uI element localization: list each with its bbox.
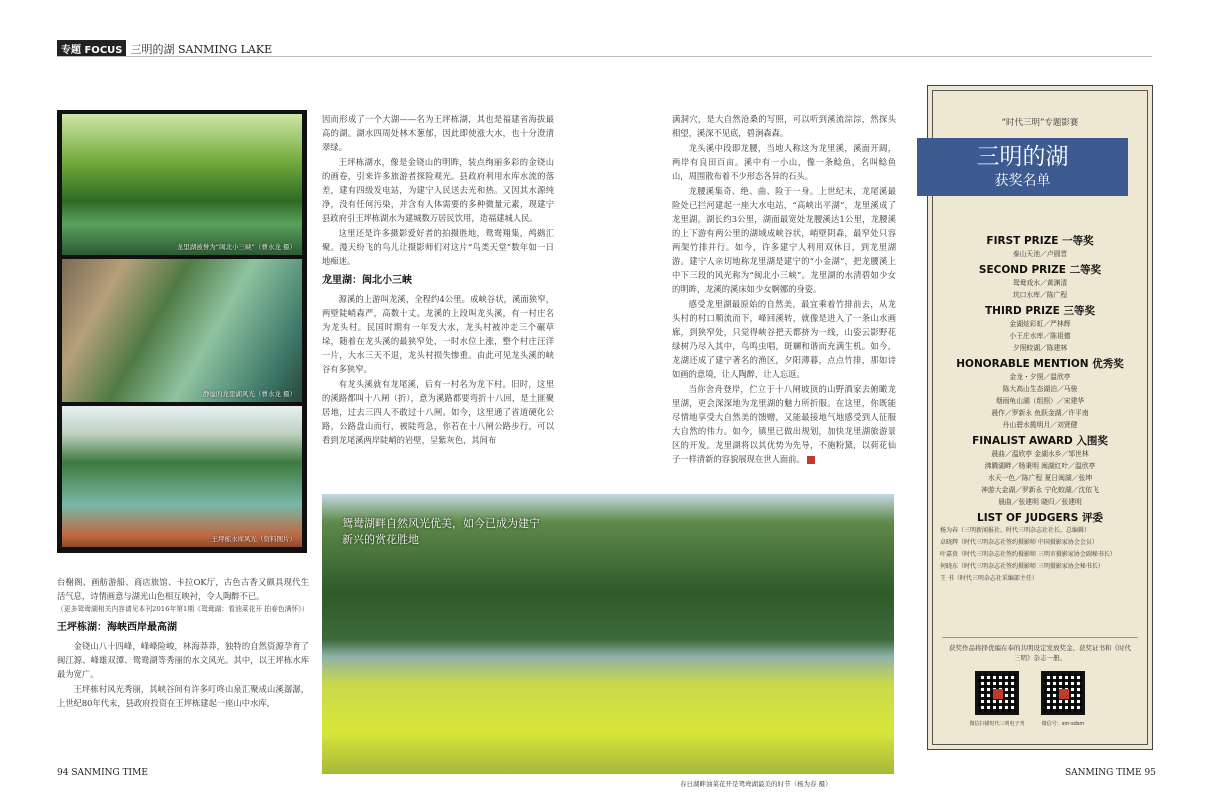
judge-entry: 何晓东（时代三明杂志社签约摄影师 三明摄影家协会秘书长）	[940, 563, 1104, 570]
award-winner: 泰山天池／卢圆晋	[1012, 250, 1068, 258]
qr-code-icon	[975, 671, 1019, 715]
qr-caption: 微信扫描时代三明电子刊	[969, 721, 1025, 727]
panel-divider	[942, 637, 1138, 638]
qr-code-icon	[1041, 671, 1085, 715]
photo-caption: 王坪栋水库风光（资料图片）	[211, 535, 296, 543]
award-category: THIRD PRIZE 三等奖	[985, 305, 1095, 317]
photo-overlay-text: 鸳鸯湖畔自然风光优美，如今已成为建宁新兴的赏花胜地	[342, 517, 540, 546]
prize-note: 获奖作品将择优编在奉的共明设定发放奖金、获奖证书和《时代三明》杂志一册。	[949, 644, 1131, 662]
award-winner: 晨作／罗新永 鱼跃金湖／许平南	[991, 409, 1089, 417]
award-banner	[917, 138, 1128, 196]
award-category: FINALIST AWARD 入围奖	[972, 435, 1108, 447]
article-column-c	[57, 575, 309, 711]
award-winner: 鸳鸯戏水／黄渊清	[1012, 279, 1068, 287]
header-divider	[57, 56, 1152, 57]
photo-yuanyang-lake	[322, 494, 894, 774]
paragraph: 金铙山八十四峰，峰峰险峻，林海莽莽，独特的自然资源孕育了闽江源、峰雄双潭、鸳鸯湖等秀丽的水文风光。其中，以王坪栋水库最为宽广。	[57, 641, 309, 679]
award-panel	[927, 85, 1153, 750]
award-winner: 金龙・夕照／温欣亭	[1009, 373, 1071, 381]
award-winner: 夕照蛟湖／陈建林	[1012, 344, 1068, 352]
photo-longli-lake	[62, 114, 302, 255]
photo-wangpingdong-reservoir	[62, 406, 302, 547]
award-winner: 坑口水库／陈广程	[1012, 291, 1068, 299]
award-category: SECOND PRIZE 二等奖	[978, 264, 1102, 276]
award-list	[932, 231, 1148, 585]
award-winner: 沸腾湖畔／杨秉明 闽湖红叶／温欣亭	[984, 462, 1096, 470]
judge-entry: 叶嘉贵（时代三明杂志社签约摄影师 三明市摄影家协会副秘书长）	[940, 551, 1116, 558]
page-number-left: 94 SANMING TIME	[57, 768, 148, 778]
photo-caption: 静谧的龙里湖风光（曹水龙 摄）	[202, 390, 296, 398]
paragraph: 源溪的上游叫龙溪，全程约4公里。成峡谷状，溪面狭窄，两壁陡峭森严，高数十丈。龙溪的上段叫龙头溪，有一村庄名为龙头村。民国时期有一年发大水，龙头村被冲走三个碾草垛，随着在龙头溪的最狭窄处，一时水位上涨，整个村庄汪洋一片，大水三天不退，龙头村损失惨重。由此可见龙头溪的峡谷有多狭窄。	[322, 294, 554, 374]
award-winner: 晨曲／温欣亭 金湖水乡／邹世林	[991, 450, 1089, 458]
end-mark-icon	[807, 456, 815, 464]
award-winner: 烟雨龟山湖（组照）／宋建华	[995, 397, 1085, 405]
award-winner: 神游大金湖／罗新永 宁化蛟湖／沈依飞	[981, 486, 1099, 494]
section-title: 三明的湖 SANMING LAKE	[130, 42, 273, 56]
paragraph: 龙腰溪集奇、绝、曲、险于一身。上世纪末，龙尾溪最险处已拦河建起一座大水电站，“高峡出平湖”，龙里溪成了龙里湖。湖长约3公里，湖面最宽处龙腰溪达1公里，龙腰溪的上下游有两公里的湖域成峡谷状，峭壁阴森，最窄处只容两架竹排并行。如今，许多建宁人利用双休日，到龙里湖游。建宁人亲切地称龙里湖是建宁的“小金湖”，把龙腰溪上中下三段的风光称为“闽北小三峡”。龙里湖的水清碧如少女的明眸，龙溪的溪床如少女婀娜的身姿。	[672, 186, 896, 294]
paragraph	[672, 382, 896, 466]
photo-caption: 春日湖畔油菜花开是鸳鸯湖最美的时节（杨为春 摄）	[680, 780, 832, 788]
award-category: FIRST PRIZE 一等奖	[986, 235, 1094, 247]
qr-logo-icon	[1059, 689, 1069, 699]
paragraph: 王坪栋湖水，像是金铙山的明眸，装点绚丽多彩的金铙山的画卷，引来许多旅游者探险观光。县政府利用水库水流的落差，建有四级发电站，为建宁人民送去光和热。又因其水源纯净，没有任何污染，并含有人体需要的多种微量元素，现建宁县政府引王坪栋湖水为建城数万居民饮用，造福建城人民。	[322, 157, 554, 223]
contest-name: “时代三明”专题影赛	[1001, 118, 1079, 128]
photo-longli-scenery	[62, 259, 302, 402]
paragraph: 感受龙里湖最原始的自然美，最宜乘着竹排前去，从龙头村的村口顺流而下，峰回溪转，就像是进入了一条山水画廊，到狭窄处，只觉得峡谷把天都挤为一线，山姿云影野花绿树乃尽入其中，鸟鸣虫唱，斑斓和谐而充满生机。如今，龙湖还成了建宁著名的渔区，夕阳薄暮，点点竹排，那如诗如画的意境，让人陶醉，让人忘返。	[672, 299, 896, 379]
section-header	[57, 40, 272, 57]
judges-title: LIST OF JUDGERS 评委	[977, 512, 1103, 524]
section-heading: 王坪栋湖：海峡西岸最高湖	[57, 622, 177, 633]
judge-entry: 卓晓辉（时代三明杂志社签约摄影师 中国摄影家协会会员）	[940, 539, 1098, 546]
award-winner: 晨曲／张建明 晓归／张建明	[998, 498, 1082, 506]
paragraph: 有龙头溪就有龙尾溪，后有一村名为龙下村。旧时，这里的溪路都叫十八闸（折），意为溪路都要弯折十八回，是土匪聚居地，过去三四人不敢过十八闸。如今，这里通了省道硬化公路，公路盘山而行，被陡弯急，你若在十八闸公路步行，可以看到龙尾溪两岸陡峭的岩壁，呈紫灰色，其间布	[322, 379, 554, 445]
award-winner: 水天一色／陈广程 夏日闽湖／张坤	[987, 474, 1093, 482]
award-winner: 丹山碧水揽明月／刘贤健	[1002, 421, 1078, 429]
judge-list	[932, 511, 1148, 585]
judge-entry: 王 书（时代三明杂志社采编部主任）	[940, 575, 1038, 582]
photo-caption: 龙里湖被誉为“闽北小三峡”（曹水龙 摄）	[176, 243, 296, 251]
banner-title: 三明的湖	[976, 144, 1069, 170]
paragraph-text: 当你舍舟登岸，伫立于十八闸坡顶的山野酒家去俯瞰龙里湖，更会深深地为龙里湖的魅力所折服。在这里，你既能尽情地享受大自然美的馈赠，又能最接地气地感受到人征服大自然的伟力。如今，镇里已做出规划，加快龙里湖旅游景区的开发。龙里湖将以其优势为先导，不施粉黛，以荷花仙子一样清新的容貌展现在世人面前。	[672, 384, 896, 464]
article-column-b	[672, 112, 896, 467]
paragraph: 这里还是许多摄影爱好者的拍摄胜地，鸳鸯翔集，鸬鹚汇聚。漫天纷飞的鸟儿让摄影师们对这片“鸟类天堂”数年如一日地痴迷。	[322, 228, 554, 266]
award-winner: 小王庄水库／陈祖德	[1009, 332, 1071, 340]
paragraph: 龙头溪中段即龙腰，当地人称这为龙里溪，溪面开阔，两岸有良田百亩。溪中有一小山，像一条鲶鱼，名叫鲶鱼山，周围散布着不少形态各异的石头。	[672, 143, 896, 181]
reference-note: （更多鸳鸯湖相关内容请见本刊2016年第1期《鸳鸯湖：看油菜花开 拍春色满怀》）	[57, 605, 309, 613]
article-column-a	[322, 112, 554, 448]
qr-caption: 微信号：sm-sdsm	[1041, 721, 1085, 727]
award-winner: 金湖炫彩虹／严林辉	[1009, 320, 1071, 328]
banner-subtitle: 获奖名单	[994, 173, 1051, 189]
section-heading: 龙里湖：闽北小三峡	[322, 275, 412, 286]
qr-logo-icon	[993, 689, 1003, 699]
section-tag: 专题 FOCUS	[57, 40, 126, 57]
paragraph: 台榭阁、画舫游船、商店旅馆、卡拉OK厅，古色古香又颇具现代生活气息，诗情画意与湖光山色相互映衬，令人陶醉不已。	[57, 577, 309, 601]
paragraph: 王坪栋村风光秀丽，其峡谷间有许多叮咚山泉汇聚成山溪潺潺，上世纪80年代末，县政府投资在王坪栋建起一座山中水库，	[57, 684, 309, 708]
paragraph: 满洞穴，是大自然沧桑的写照，可以听到溪流淙淙，然探头相望，溪深不见底，碧涧森森。	[672, 114, 896, 138]
award-winner: 陈大高山生态湖泊／马骏	[1002, 385, 1078, 393]
page-number-right: SANMING TIME 95	[1065, 768, 1156, 778]
judge-entry: 杨为春（三明新闻报社、时代三明杂志社社长、总编辑）	[940, 527, 1091, 534]
award-category: HONORABLE MENTION 优秀奖	[956, 358, 1124, 370]
paragraph: 因而形成了一个大湖——名为王坪栋湖，其也是福建省海拔最高的湖。湖水四周处林木葱郁，因此即使涨大水，也十分澄清翠绿。	[322, 114, 554, 152]
